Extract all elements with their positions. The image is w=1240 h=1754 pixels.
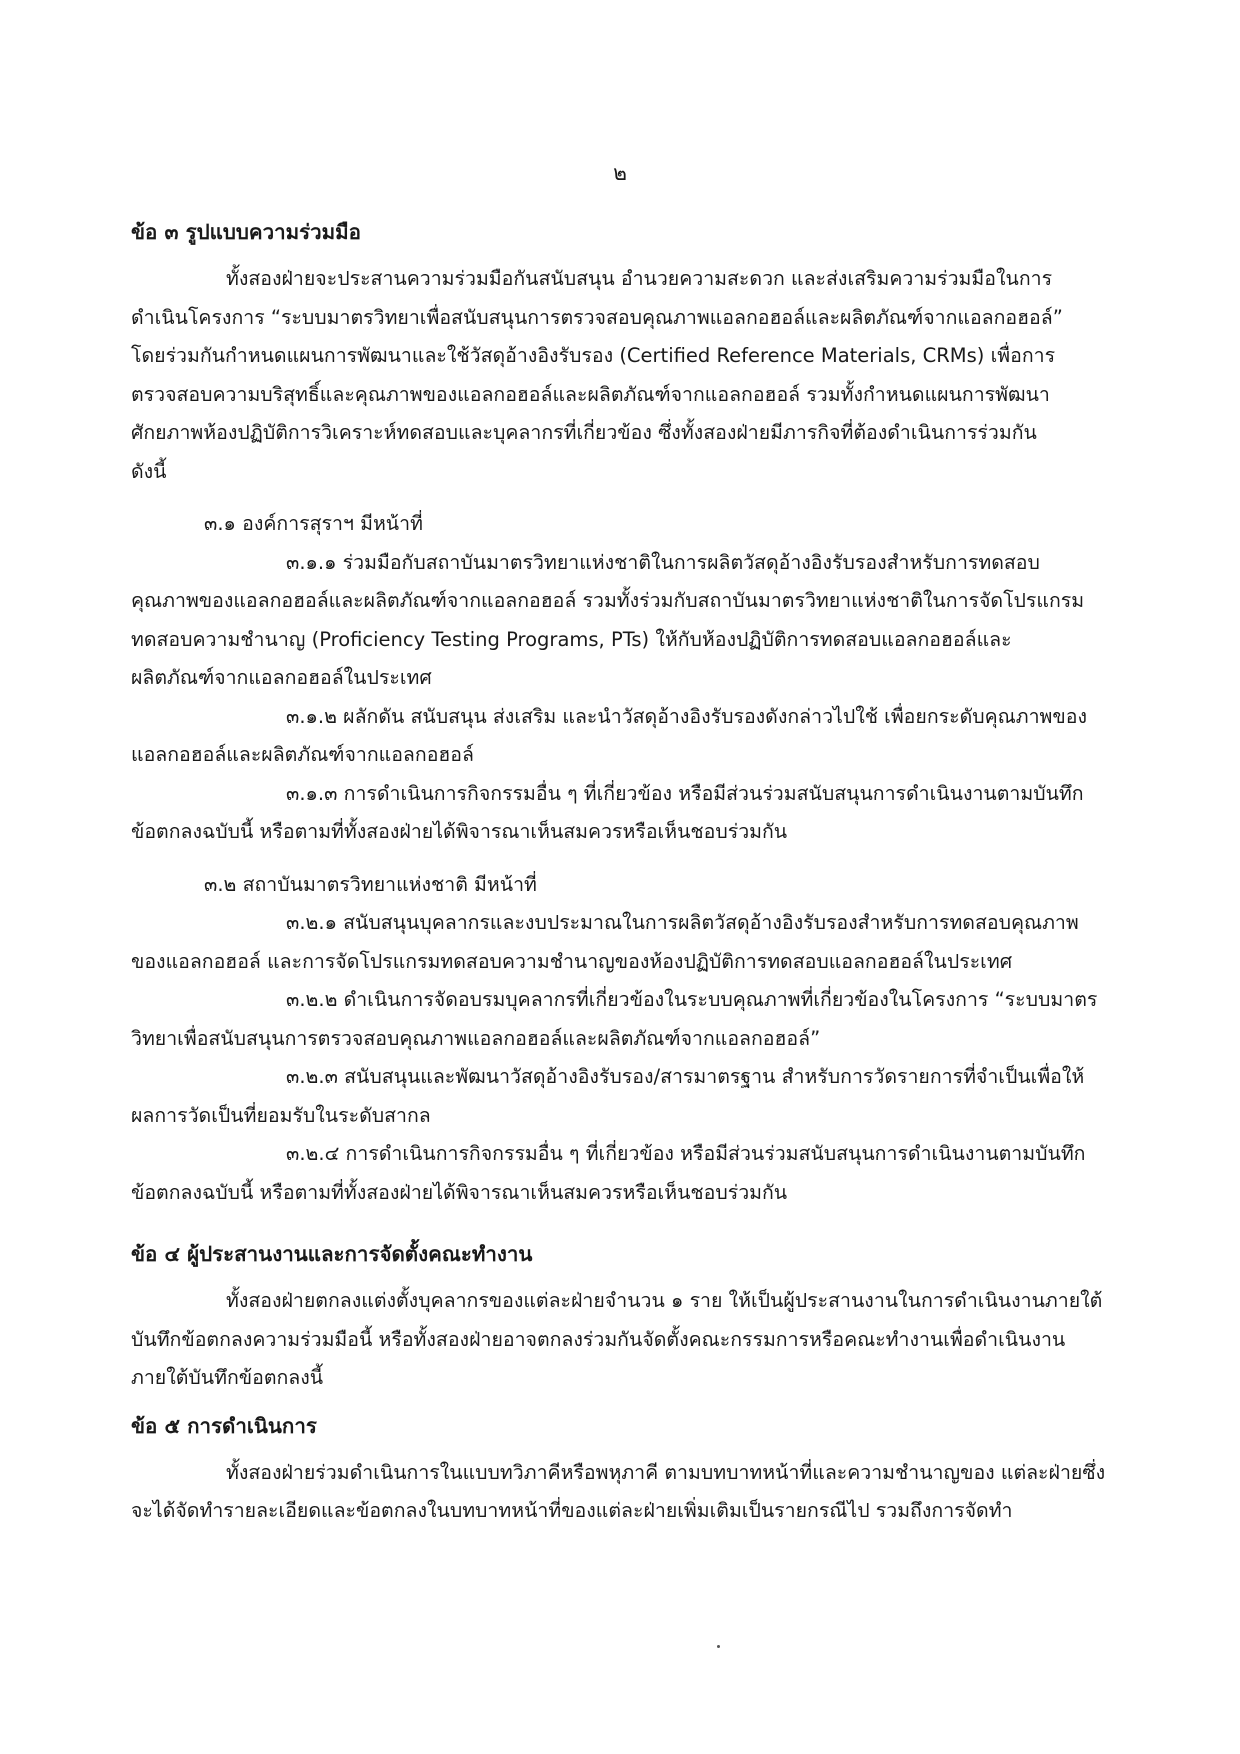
item-3-1-3 [131, 775, 1121, 852]
text-line: ของแอลกอฮอล์ และการจัดโปรแกรมทดสอบความชำนาญของห้องปฏิบัติการทดสอบแอลกอฮอล์ในประเทศ [131, 949, 1013, 973]
item-3-2-4 [131, 1135, 1121, 1212]
text-line: ผลการวัดเป็นที่ยอมรับในระดับสากล [131, 1103, 431, 1127]
text-line: ดำเนินโครงการ “ระบบมาตรวิทยาเพื่อสนับสนุนการตรวจสอบคุณภาพแอลกอฮอล์และผลิตภัณฑ์จากแอลกอฮอล์” [131, 305, 1063, 329]
text-line: ๓.๒.๒ ดำเนินการจัดอบรมบุคลากรที่เกี่ยวข้องในระบบคุณภาพที่เกี่ยวข้องในโครงการ “ระบบมาตร [286, 988, 1098, 1011]
text-line: ๓.๑.๓ การดำเนินการกิจกรรมอื่น ๆ ที่เกี่ยวข้อง หรือมีส่วนร่วมสนับสนุนการดำเนินงานตามบันทึก [286, 781, 1084, 805]
section-5-heading: ข้อ ๕ การดำเนินการ [131, 1413, 317, 1438]
text-line: ทั้งสองฝ่ายร่วมดำเนินการในแบบทวิภาคีหรือพหุภาคี ตามบทบาทหน้าที่และความชำนาญของ แต่ละฝ่ายซึ่ง [226, 1460, 1106, 1484]
text-line: ศักยภาพห้องปฏิบัติการวิเคราะห์ทดสอบและบุคลากรที่เกี่ยวข้อง ซึ่งทั้งสองฝ่ายมีภารกิจที่ต้องดำเนินการร่วมกัน [131, 421, 1037, 444]
page-number: ๒ [613, 161, 627, 185]
document-body [131, 212, 1121, 1531]
text-line: ทั้งสองฝ่ายตกลงแต่งตั้งบุคลากรของแต่ละฝ่ายจำนวน ๑ ราย ให้เป็นผู้ประสานงานในการดำเนินงานภายใต้ [226, 1289, 1103, 1312]
text-line: ข้อตกลงฉบับนี้ หรือตามที่ทั้งสองฝ่ายได้พิจารณาเห็นสมควรหรือเห็นชอบร่วมกัน [131, 820, 788, 843]
text-line: คุณภาพของแอลกอฮอล์และผลิตภัณฑ์จากแอลกอฮอล์ รวมทั้งร่วมกับสถาบันมาตรวิทยาแห่งชาติในการจัดโปรแกรม [131, 589, 1085, 612]
subsection-3-1 [131, 505, 1121, 544]
item-3-1-1 [131, 544, 1121, 698]
section-3-intro [131, 260, 1121, 491]
text-line: ๓.๒.๑ สนับสนุนบุคลากรและงบประมาณในการผลิตวัสดุอ้างอิงรับรองสำหรับการทดสอบคุณภาพ [286, 911, 1079, 934]
text-line: ๓.๑.๒ ผลักดัน สนับสนุน ส่งเสริม และนำวัสดุอ้างอิงรับรองดังกล่าวไปใช้ เพื่อยกระดับคุณภาพของ [286, 704, 1087, 728]
section-4-heading: ข้อ ๔ ผู้ประสานงานและการจัดตั้งคณะทำงาน [131, 1242, 533, 1266]
section-4-body [131, 1282, 1121, 1398]
subsection-title: ๓.๒ สถาบันมาตรวิทยาแห่งชาติ มีหน้าที่ [204, 872, 537, 896]
text-line: ดังนี้ [131, 459, 167, 483]
section-3-heading: ข้อ ๓ รูปแบบความร่วมมือ [131, 220, 361, 244]
text-line: ภายใต้บันทึกข้อตกลงนี้ [131, 1366, 324, 1389]
text-line: แอลกอฮอล์และผลิตภัณฑ์จากแอลกอฮอล์ [131, 743, 474, 766]
item-3-2-3 [131, 1058, 1121, 1135]
text-line: ๓.๒.๓ สนับสนุนและพัฒนาวัสดุอ้างอิงรับรอง/สารมาตรฐาน สำหรับการวัดรายการที่จำเป็นเพื่อให้ [286, 1065, 1085, 1088]
item-3-2-2 [131, 981, 1121, 1058]
text-line: ทั้งสองฝ่ายจะประสานความร่วมมือกันสนับสนุน อำนวยความสะดวก และส่งเสริมความร่วมมือในการ [226, 267, 1053, 290]
subsection-3-2 [131, 866, 1121, 905]
text-line: ตรวจสอบความบริสุทธิ์และคุณภาพของแอลกอฮอล์และผลิตภัณฑ์จากแอลกอฮอล์ รวมทั้งกำหนดแผนการพัฒนา [131, 382, 1050, 406]
text-line: วิทยาเพื่อสนับสนุนการตรวจสอบคุณภาพแอลกอฮอล์และผลิตภัณฑ์จากแอลกอฮอล์” [131, 1026, 821, 1050]
scan-dot [717, 1645, 720, 1648]
section-5-body [131, 1454, 1121, 1531]
text-line: จะได้จัดทำรายละเอียดและข้อตกลงในบทบาทหน้าที่ของแต่ละฝ่ายเพิ่มเติมเป็นรายกรณีไป รวมถึงการจัดทำ [131, 1499, 1013, 1522]
text-line: ผลิตภัณฑ์จากแอลกอฮอล์ในประเทศ [131, 666, 432, 689]
text-line: บันทึกข้อตกลงความร่วมมือนี้ หรือทั้งสองฝ่ายอาจตกลงร่วมกันจัดตั้งคณะกรรมการหรือคณะทำงานเพื่อดำเนินงาน [131, 1327, 1066, 1351]
item-3-1-2 [131, 698, 1121, 775]
text-line: ๓.๒.๔ การดำเนินการกิจกรรมอื่น ๆ ที่เกี่ยวข้อง หรือมีส่วนร่วมสนับสนุนการดำเนินงานตามบันทึก [286, 1142, 1086, 1165]
text-line: ๓.๑.๑ ร่วมมือกับสถาบันมาตรวิทยาแห่งชาติในการผลิตวัสดุอ้างอิงรับรองสำหรับการทดสอบ [286, 550, 1040, 574]
text-line: โดยร่วมกันกำหนดแผนการพัฒนาและใช้วัสดุอ้างอิงรับรอง (Certified Reference Materials, CRMs) เพื่อการ [131, 344, 1056, 367]
text-line: ทดสอบความชำนาญ (Proficiency Testing Programs, PTs) ให้กับห้องปฏิบัติการทดสอบแอลกอฮอล์และ [131, 627, 1012, 651]
subsection-title: ๓.๑ องค์การสุราฯ มีหน้าที่ [204, 512, 423, 535]
item-3-2-1 [131, 904, 1121, 981]
text-line: ข้อตกลงฉบับนี้ หรือตามที่ทั้งสองฝ่ายได้พิจารณาเห็นสมควรหรือเห็นชอบร่วมกัน [131, 1180, 788, 1204]
